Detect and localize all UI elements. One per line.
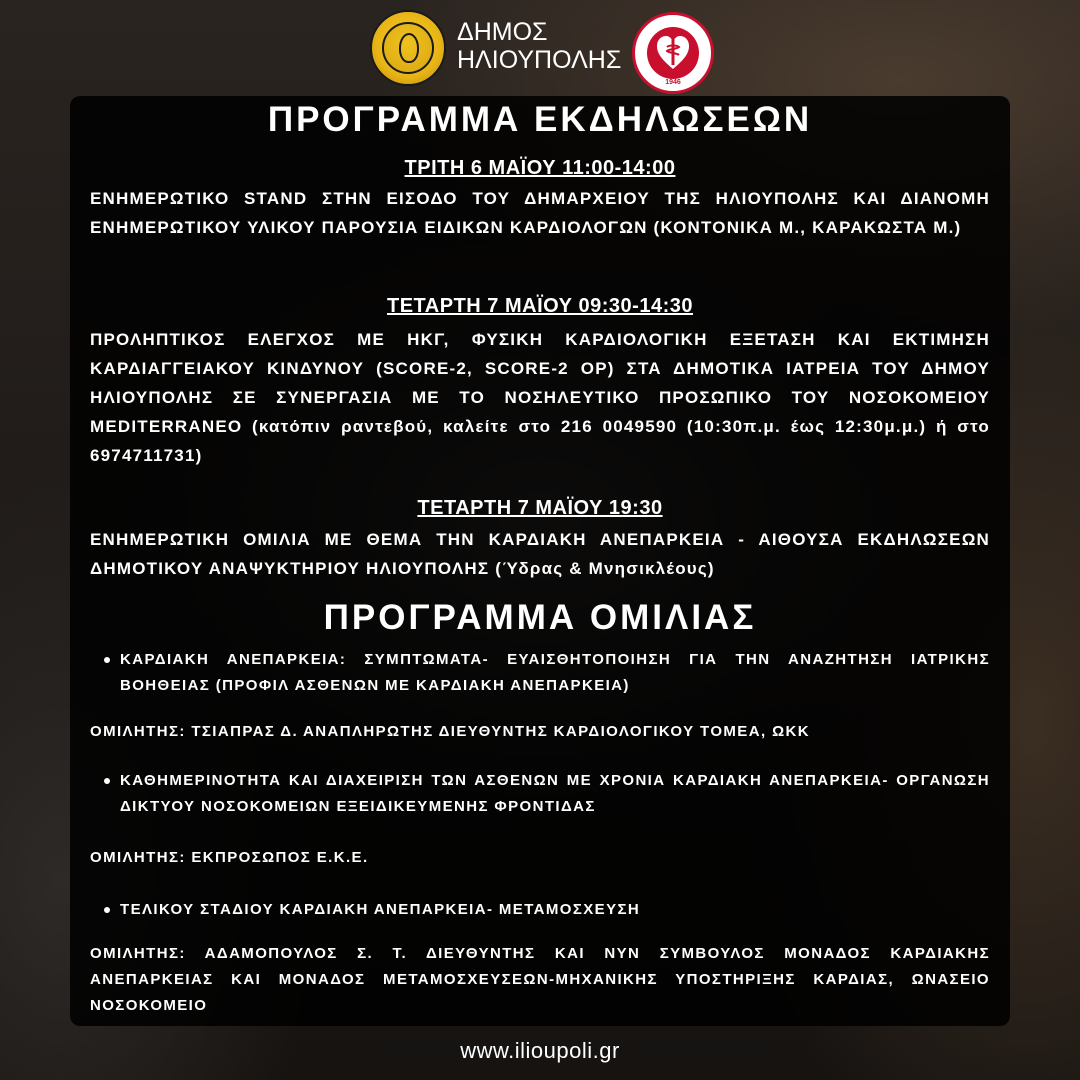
talk-topic — [90, 647, 990, 699]
talk-topic — [90, 897, 990, 923]
website-link[interactable]: www.ilioupoli.gr — [460, 1038, 620, 1063]
talk-topic-text: ΚΑΡΔΙΑΚΗ ΑΝΕΠΑΡΚΕΙΑ: ΣΥΜΠΤΩΜΑΤΑ- ΕΥΑΙΣΘΗΤΟΠΟΙΗΣΗ ΓΙΑ ΤΗΝ ΑΝΑΖΗΤΗΣΗ ΙΑΤΡΙΚΗΣ ΒΟΗΘΕΙΑΣ (ΠΡΟΦΙΛ ΑΣΘΕΝΩΝ ΜΕ ΚΑΡΔΙΑΚΗ ΑΝΕΠΑΡΚΕΙΑ) — [120, 651, 990, 694]
header — [0, 0, 1080, 96]
event-date: ΤΡΙΤΗ 6 ΜΑΪΟΥ 11:00-14:00 — [404, 157, 676, 179]
talk-speaker: ΟΜΙΛΗΤΗΣ: ΑΔΑΜΟΠΟΥΛΟΣ Σ. Τ. ΔΙΕΥΘΥΝΤΗΣ ΚΑΙ ΝΥΝ ΣΥΜΒΟΥΛΟΣ ΜΟΝΑΔΟΣ ΚΑΡΔΙΑΚΗΣ ΑΝΕΠΑΡΚΕΙΑΣ ΚΑΙ ΜΟΝΑΔΟΣ ΜΕΤΑΜΟΣΧΕΥΣΕΩΝ-ΜΗΧΑΝΙΚΗΣ ΥΠΟΣΤΗΡΙΞΗΣ ΚΑΡΔΙΑΣ, ΩΝΑΣΕΙΟ ΝΟΣΟΚΟΜΕΙΟ — [90, 945, 990, 1014]
heart-icon — [655, 33, 691, 73]
talk-speaker: ΟΜΙΛΗΤΗΣ: ΕΚΠΡΟΣΩΠΟΣ Ε.Κ.Ε. — [90, 849, 369, 866]
bullet-icon — [104, 907, 110, 913]
municipality-name-line2: ΗΛΙΟΥΠΟΛΗΣ — [457, 46, 622, 74]
event-description: ΕΝΗΜΕΡΩΤΙΚΗ ΟΜΙΛΙΑ ΜΕ ΘΕΜΑ ΤΗΝ ΚΑΡΔΙΑΚΗ ΑΝΕΠΑΡΚΕΙΑ - ΑΙΘΟΥΣΑ ΕΚΔΗΛΩΣΕΩΝ ΔΗΜΟΤΙΚΟΥ ΑΝΑΨΥΚΤΗΡΙΟΥ ΗΛΙΟΥΠΟΛΗΣ (Ύδρας & Μνησικλέους) — [90, 530, 990, 578]
talk-speaker: ΟΜΙΛΗΤΗΣ: ΤΣΙΑΠΡΑΣ Δ. ΑΝΑΠΛΗΡΩΤΗΣ ΔΙΕΥΘΥΝΤΗΣ ΚΑΡΔΙΟΛΟΓΙΚΟΥ ΤΟΜΕΑ, ΩΚΚ — [90, 723, 810, 740]
heart-logo-year: 1946 — [665, 79, 681, 86]
bullet-icon — [104, 778, 110, 784]
talks-title: ΠΡΟΓΡΑΜΜΑ ΟΜΙΛΙΑΣ — [323, 598, 757, 637]
event-date: ΤΕΤΑΡΤΗ 7 ΜΑΪΟΥ 09:30-14:30 — [387, 295, 693, 317]
municipality-name-line1: ΔΗΜΟΣ — [457, 18, 548, 46]
municipality-seal-icon — [370, 10, 446, 86]
event-date: ΤΕΤΑΡΤΗ 7 ΜΑΪΟΥ 19:30 — [417, 497, 663, 519]
main-title: ΠΡΟΓΡΑΜΜΑ ΕΚΔΗΛΩΣΕΩΝ — [267, 100, 813, 139]
talk-topic-text: ΚΑΘΗΜΕΡΙΝΟΤΗΤΑ ΚΑΙ ΔΙΑΧΕΙΡΙΣΗ ΤΩΝ ΑΣΘΕΝΩΝ ΜΕ ΧΡΟΝΙΑ ΚΑΡΔΙΑΚΗ ΑΝΕΠΑΡΚΕΙΑ- ΟΡΓΑΝΩΣΗ ΔΙΚΤΥΟΥ ΝΟΣΟΚΟΜΕΙΩΝ ΕΞΕΙΔΙΚΕΥΜΕΝΗΣ ΦΡΟΝΤΙΔΑΣ — [120, 772, 990, 815]
municipality-name — [457, 18, 621, 74]
talk-topic — [90, 768, 990, 820]
bullet-icon — [104, 657, 110, 663]
heart-logo-icon — [632, 12, 714, 94]
event-description: ΕΝΗΜΕΡΩΤΙΚΟ STAND ΣΤΗΝ ΕΙΣΟΔΟ ΤΟΥ ΔΗΜΑΡΧΕΙΟΥ ΤΗΣ ΗΛΙΟΥΠΟΛΗΣ ΚΑΙ ΔΙΑΝΟΜΗ ΕΝΗΜΕΡΩΤΙΚΟΥ ΥΛΙΚΟΥ ΠΑΡΟΥΣΙΑ ΕΙΔΙΚΩΝ ΚΑΡΔΙΟΛΟΓΩΝ (ΚΟΝΤΟΝΙΚΑ Μ., ΚΑΡΑΚΩΣΤΑ Μ.) — [90, 189, 990, 237]
talk-topic-text: ΤΕΛΙΚΟΥ ΣΤΑΔΙΟΥ ΚΑΡΔΙΑΚΗ ΑΝΕΠΑΡΚΕΙΑ- ΜΕΤΑΜΟΣΧΕΥΣΗ — [120, 901, 641, 918]
event-description: ΠΡΟΛΗΠΤΙΚΟΣ ΕΛΕΓΧΟΣ ΜΕ ΗΚΓ, ΦΥΣΙΚΗ ΚΑΡΔΙΟΛΟΓΙΚΗ ΕΞΕΤΑΣΗ ΚΑΙ ΕΚΤΙΜΗΣΗ ΚΑΡΔΙΑΓΓΕΙΑΚΟΥ ΚΙΝΔΥΝΟΥ (SCORE-2, SCORE-2 OP) ΣΤΑ ΔΗΜΟΤΙΚΑ ΙΑΤΡΕΙΑ ΤΟΥ ΔΗΜΟΥ ΗΛΙΟΥΠΟΛΗΣ ΣΕ ΣΥΝΕΡΓΑΣΙΑ ΜΕ ΤΟ ΝΟΣΗΛΕΥΤΙΚΟ ΠΡΟΣΩΠΙΚΟ ΤΟΥ ΝΟΣΟΚΟΜΕΙΟΥ MEDITERRANEO (κατόπιν ραντεβού, καλείτε στο 216 0049590 (10:30π.μ. έως 12:30μ.μ.) ή στο 6974711731) — [90, 330, 990, 465]
